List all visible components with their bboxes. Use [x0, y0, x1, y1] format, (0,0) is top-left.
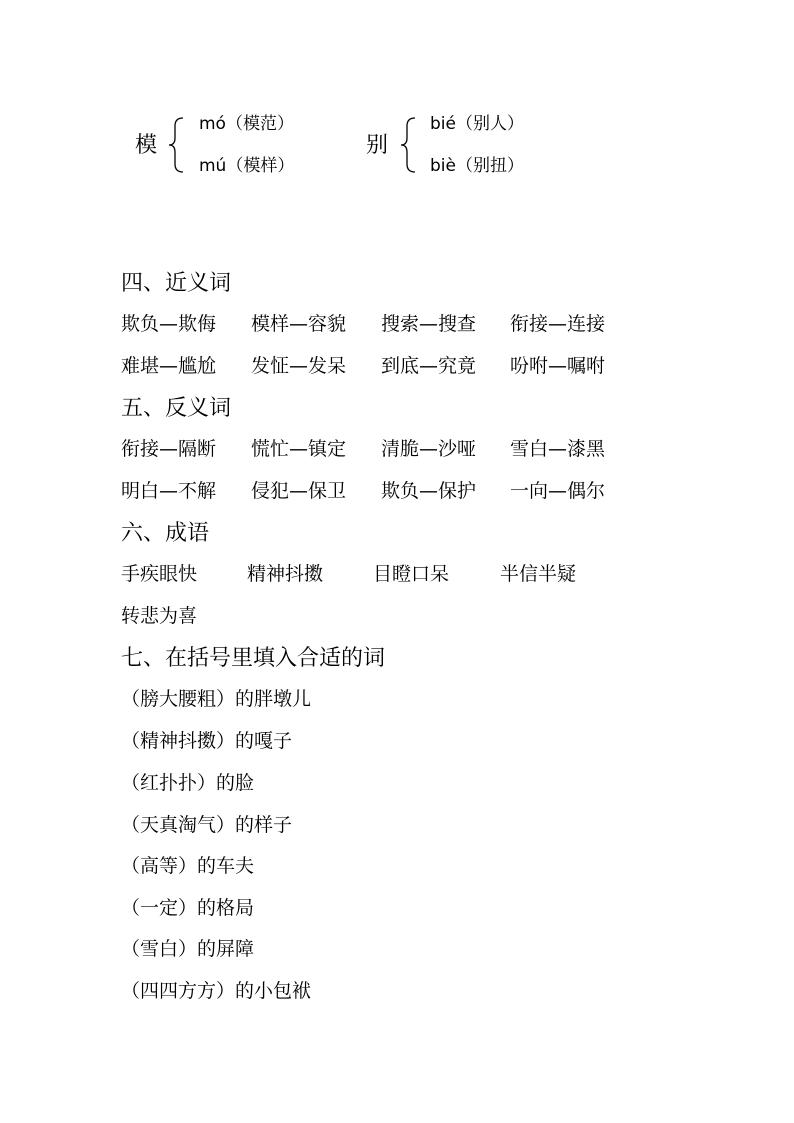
fill-in-item: （精神抖擞）的嘎子	[121, 730, 293, 752]
reading-1: mó（模范）	[199, 114, 294, 134]
word-pair: 模样—容貌	[251, 313, 347, 335]
word-pair: 雪白—漆黑	[510, 438, 606, 460]
reading-2: mú（模样）	[199, 156, 295, 176]
idiom: 精神抖擞	[247, 563, 324, 585]
word-pair: 慌忙—镇定	[251, 438, 347, 460]
curly-brace-icon	[398, 116, 418, 174]
polyphonic-char: 模	[135, 133, 158, 158]
fill-in-item: （天真淘气）的样子	[121, 814, 293, 836]
word-pair: 衔接—连接	[510, 313, 606, 335]
section-heading-antonyms: 五、反义词	[121, 396, 232, 421]
fill-in-item: （高等）的车夫	[121, 855, 255, 877]
idiom: 手疾眼快	[121, 563, 198, 585]
fill-in-item: （一定）的格局	[121, 897, 255, 919]
section-heading-idioms: 六、成语	[121, 521, 210, 546]
idiom: 目瞪口呆	[373, 563, 450, 585]
reading-1: bié（别人）	[430, 114, 524, 134]
curly-brace-icon	[166, 116, 186, 174]
idiom: 转悲为喜	[121, 605, 198, 627]
fill-in-item: （红扑扑）的脸	[121, 772, 255, 794]
section-heading-fill-in: 七、在括号里填入合适的词	[121, 646, 386, 671]
word-pair: 发怔—发呆	[251, 355, 347, 377]
word-pair: 衔接—隔断	[121, 438, 217, 460]
word-pair: 吩咐—嘱咐	[510, 355, 606, 377]
fill-in-item: （四四方方）的小包袱	[121, 980, 312, 1002]
word-pair: 欺负—欺侮	[121, 313, 217, 335]
word-pair: 难堪—尴尬	[121, 355, 217, 377]
word-pair: 清脆—沙哑	[381, 438, 477, 460]
reading-2: biè（别扭）	[430, 156, 524, 176]
section-heading-synonyms: 四、近义词	[121, 271, 232, 296]
word-pair: 搜索—搜查	[381, 313, 477, 335]
word-pair: 欺负—保护	[381, 480, 477, 502]
word-pair: 一向—偶尔	[510, 480, 606, 502]
word-pair: 明白—不解	[121, 480, 217, 502]
word-pair: 到底—究竟	[381, 355, 477, 377]
polyphonic-char: 别	[366, 133, 389, 158]
word-pair: 侵犯—保卫	[251, 480, 347, 502]
fill-in-item: （雪白）的屏障	[121, 938, 255, 960]
idiom: 半信半疑	[500, 563, 577, 585]
fill-in-item: （膀大腰粗）的胖墩儿	[121, 688, 312, 710]
